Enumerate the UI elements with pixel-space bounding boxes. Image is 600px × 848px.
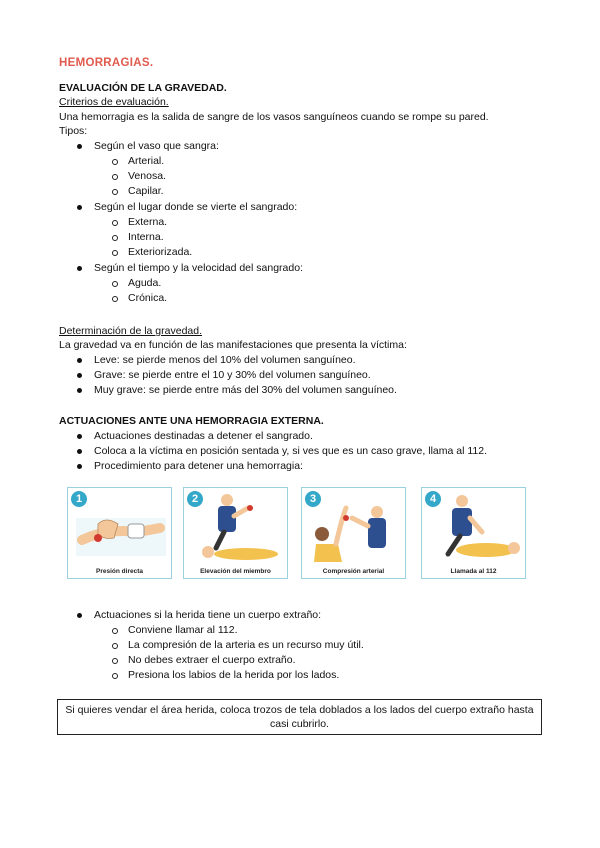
circle-bullet-icon bbox=[112, 673, 118, 679]
intro-paragraph: Una hemorragia es la salida de sangre de los vasos sanguíneos cuando se rompe su pared. bbox=[59, 111, 489, 123]
list-item: Exteriorizada. bbox=[128, 246, 193, 258]
circle-bullet-icon bbox=[112, 250, 118, 256]
list-item: Actuaciones si la herida tiene un cuerpo extraño: bbox=[94, 609, 322, 621]
bullet-icon bbox=[77, 373, 82, 378]
list-item: Actuaciones destinadas a detener el sangrado. bbox=[94, 430, 313, 442]
list-item: Interna. bbox=[128, 231, 164, 243]
figure-compresion bbox=[301, 487, 406, 579]
figure-elevacion bbox=[183, 487, 288, 579]
circle-bullet-icon bbox=[112, 220, 118, 226]
section-heading-gravedad: EVALUACIÓN DE LA GRAVEDAD. bbox=[59, 82, 227, 94]
circle-bullet-icon bbox=[112, 281, 118, 287]
list-item: Grave: se pierde entre el 10 y 30% del volumen sanguíneo. bbox=[94, 369, 371, 381]
bullet-icon bbox=[77, 358, 82, 363]
step-number: 2 bbox=[187, 491, 203, 507]
bullet-icon bbox=[77, 434, 82, 439]
list-item: Según el lugar donde se vierte el sangrado: bbox=[94, 201, 298, 213]
section-heading-actuaciones: ACTUACIONES ANTE UNA HEMORRAGIA EXTERNA. bbox=[59, 415, 324, 427]
list-item: Leve: se pierde menos del 10% del volumen sanguíneo. bbox=[94, 354, 356, 366]
list-item: Según el tiempo y la velocidad del sangrado: bbox=[94, 262, 303, 274]
bullet-icon bbox=[77, 449, 82, 454]
circle-bullet-icon bbox=[112, 296, 118, 302]
circle-bullet-icon bbox=[112, 235, 118, 241]
list-item: Aguda. bbox=[128, 277, 162, 289]
bullet-icon bbox=[77, 464, 82, 469]
figure-llamada bbox=[421, 487, 526, 579]
list-item: Muy grave: se pierde entre más del 30% del volumen sanguíneo. bbox=[94, 384, 397, 396]
list-item: Capilar. bbox=[128, 185, 164, 197]
list-item: Conviene llamar al 112. bbox=[128, 624, 238, 636]
circle-bullet-icon bbox=[112, 658, 118, 664]
circle-bullet-icon bbox=[112, 643, 118, 649]
list-item: Procedimiento para detener una hemorragia: bbox=[94, 460, 303, 472]
bullet-icon bbox=[77, 144, 82, 149]
tipos-label: Tipos: bbox=[59, 125, 88, 137]
step-number: 1 bbox=[71, 491, 87, 507]
list-item: Externa. bbox=[128, 216, 168, 228]
subheading-criterios: Criterios de evaluación. bbox=[59, 96, 169, 108]
note-line-1: Si quieres vendar el área herida, coloca trozos de tela doblados a los lados del cuerpo extraño hasta bbox=[65, 704, 534, 716]
list-item: Presiona los labios de la herida por los lados. bbox=[128, 669, 340, 681]
list-item: Crónica. bbox=[128, 292, 168, 304]
figure-caption: Llamada al 112 bbox=[450, 568, 497, 575]
page-title: HEMORRAGIAS. bbox=[59, 57, 154, 69]
list-item: Coloca a la víctima en posición sentada y, si ves que es un caso grave, llama al 112. bbox=[94, 445, 487, 457]
figure-caption: Elevación del miembro bbox=[200, 568, 271, 575]
circle-bullet-icon bbox=[112, 174, 118, 180]
circle-bullet-icon bbox=[112, 189, 118, 195]
note-line-2: casi cubrirlo. bbox=[270, 718, 329, 730]
list-item: Arterial. bbox=[128, 155, 165, 167]
circle-bullet-icon bbox=[112, 159, 118, 165]
bullet-icon bbox=[77, 266, 82, 271]
figure-caption: Compresión arterial bbox=[322, 568, 385, 575]
figure-caption: Presión directa bbox=[96, 568, 143, 575]
step-number: 3 bbox=[305, 491, 321, 507]
circle-bullet-icon bbox=[112, 628, 118, 634]
bullet-icon bbox=[77, 205, 82, 210]
figure-presion-directa bbox=[67, 487, 172, 579]
list-item: Según el vaso que sangra: bbox=[94, 140, 219, 152]
list-item: La compresión de la arteria es un recurso muy útil. bbox=[128, 639, 364, 651]
subheading-determinacion: Determinación de la gravedad. bbox=[59, 325, 203, 337]
note-box bbox=[57, 699, 542, 735]
gravedad-intro: La gravedad va en función de las manifestaciones que presenta la víctima: bbox=[59, 339, 407, 351]
list-item: No debes extraer el cuerpo extraño. bbox=[128, 654, 296, 666]
bullet-icon bbox=[77, 388, 82, 393]
list-item: Venosa. bbox=[128, 170, 166, 182]
bullet-icon bbox=[77, 613, 82, 618]
step-number: 4 bbox=[425, 491, 441, 507]
